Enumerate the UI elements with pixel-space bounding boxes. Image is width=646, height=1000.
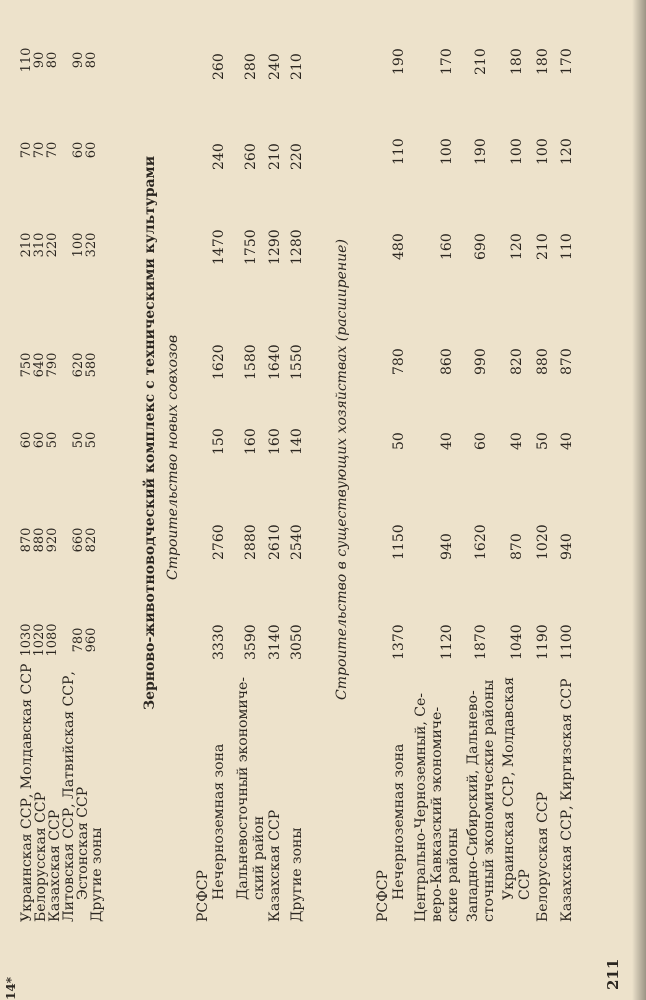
row-label: Дальневосточный экономиче- <box>235 677 251 900</box>
table-cell: 1020 <box>32 623 47 657</box>
table-cell: 120 <box>509 233 525 260</box>
table-cell: 160 <box>439 233 455 260</box>
row-label: ССР <box>517 869 533 900</box>
table-cell: 780 <box>71 627 86 653</box>
table-cell: 180 <box>509 48 525 75</box>
table-cell: 40 <box>439 432 455 450</box>
row-label: Белорусская ССР <box>535 792 551 922</box>
row-label: РСФСР <box>375 870 391 922</box>
table-cell: 160 <box>243 428 259 455</box>
table-cell: 240 <box>211 143 227 170</box>
table-cell: 70 <box>19 141 34 159</box>
table-cell: 1620 <box>473 524 489 560</box>
top-row-label: Украинская ССР, Молдавская ССР <box>19 663 35 922</box>
table-cell: 1120 <box>439 624 455 660</box>
table-cell: 190 <box>391 48 407 75</box>
table-cell: 940 <box>439 533 455 560</box>
top-values-col-4 <box>20 345 98 385</box>
table-cell: 170 <box>439 48 455 75</box>
table-cell: 880 <box>535 348 551 375</box>
table-cell: 50 <box>535 432 551 450</box>
table-cell: 620 <box>71 352 86 378</box>
table-cell: 1370 <box>391 624 407 660</box>
table-cell: 1870 <box>473 624 489 660</box>
table-cell: 320 <box>84 232 99 258</box>
table-cell: 3140 <box>267 624 283 660</box>
table-cell: 920 <box>45 527 60 553</box>
table-cell: 870 <box>559 348 575 375</box>
table-cell: 110 <box>19 47 34 73</box>
table-cell: 2760 <box>211 524 227 560</box>
top-values-col-2 <box>20 520 98 560</box>
table-cell: 870 <box>19 527 34 553</box>
table-cell: 960 <box>84 627 99 653</box>
row-label: Центрально-Черноземный, Се- <box>413 693 429 922</box>
table-cell: 1030 <box>19 623 34 657</box>
table-cell: 690 <box>473 233 489 260</box>
table-cell: 260 <box>211 53 227 80</box>
row-label: РСФСР <box>195 870 211 922</box>
table-cell: 210 <box>473 48 489 75</box>
table-cell: 310 <box>32 232 47 258</box>
table-cell: 110 <box>391 138 407 165</box>
table-cell: 60 <box>19 431 34 449</box>
table-cell: 110 <box>559 233 575 260</box>
row-label: Казахская ССР <box>267 809 283 922</box>
table-cell: 1550 <box>289 344 305 380</box>
row-label: Украинская ССР, Молдавская <box>501 676 517 900</box>
table-cell: 80 <box>45 51 60 69</box>
signature-mark: 14* <box>4 977 18 1000</box>
table-cell: 860 <box>439 348 455 375</box>
row-label: Нечерноземная зона <box>211 743 227 900</box>
table-cell: 100 <box>509 138 525 165</box>
table-cell: 60 <box>32 431 47 449</box>
top-row-label: Другие зоны <box>89 827 105 922</box>
table-cell: 220 <box>289 143 305 170</box>
table-cell: 120 <box>559 138 575 165</box>
table-cell: 820 <box>84 527 99 553</box>
top-values-col-5 <box>20 225 98 265</box>
table-cell: 100 <box>535 138 551 165</box>
table-cell: 750 <box>19 352 34 378</box>
row-label: Казахская ССР, Киргизская ССР <box>559 678 575 922</box>
table-cell: 210 <box>289 53 305 80</box>
table-cell: 1100 <box>559 624 575 660</box>
table-cell: 160 <box>267 428 283 455</box>
table-cell: 1470 <box>211 229 227 265</box>
table-cell: 2610 <box>267 524 283 560</box>
table-cell: 50 <box>84 431 99 449</box>
top-values-col-7 <box>20 40 98 80</box>
table-cell: 60 <box>71 141 86 159</box>
table-cell: 90 <box>32 51 47 69</box>
row-label: сточный экономические районы <box>481 679 497 922</box>
table-cell: 1040 <box>509 624 525 660</box>
table-cell: 870 <box>509 533 525 560</box>
section-subtitle: Строительство в существующих хозяйствах (расширение) <box>334 239 350 700</box>
table-cell: 220 <box>45 232 60 258</box>
top-values-col-6 <box>20 130 98 170</box>
row-label: Западно-Сибирский, Дальнево- <box>465 690 481 922</box>
table-cell: 60 <box>84 141 99 159</box>
table-cell: 780 <box>391 348 407 375</box>
table-cell: 50 <box>391 432 407 450</box>
table-cell: 3330 <box>211 624 227 660</box>
table-cell: 3050 <box>289 624 305 660</box>
table-cell: 1190 <box>535 624 551 660</box>
table-cell: 50 <box>45 431 60 449</box>
section-title: Зерново-животноводческий комплекс с техническими культурами <box>142 155 158 710</box>
table-cell: 210 <box>535 233 551 260</box>
page-number: 211 <box>604 958 622 990</box>
table-cell: 100 <box>71 232 86 258</box>
table-cell: 210 <box>267 143 283 170</box>
table-cell: 40 <box>559 432 575 450</box>
table-cell: 1580 <box>243 344 259 380</box>
table-cell: 2880 <box>243 524 259 560</box>
table-cell: 580 <box>84 352 99 378</box>
row-label: ский район <box>251 815 267 900</box>
table-cell: 2540 <box>289 524 305 560</box>
table-cell: 280 <box>243 53 259 80</box>
table-cell: 1150 <box>391 524 407 560</box>
table-cell: 1640 <box>267 344 283 380</box>
table-cell: 1750 <box>243 229 259 265</box>
table-cell: 1080 <box>45 623 60 657</box>
table-cell: 180 <box>535 48 551 75</box>
table-cell: 70 <box>45 141 60 159</box>
table-cell: 210 <box>19 232 34 258</box>
table-cell: 1290 <box>267 229 283 265</box>
table-cell: 1620 <box>211 344 227 380</box>
table-cell: 990 <box>473 348 489 375</box>
table-cell: 140 <box>289 428 305 455</box>
table-cell: 240 <box>267 53 283 80</box>
table-cell: 40 <box>509 432 525 450</box>
table-cell: 940 <box>559 533 575 560</box>
table-cell: 820 <box>509 348 525 375</box>
top-row-label: Литовская ССР, Латвийская ССР, <box>61 671 77 922</box>
table-cell: 880 <box>32 527 47 553</box>
row-label: веро-Кавказский экономиче- <box>429 706 445 922</box>
table-cell: 660 <box>71 527 86 553</box>
row-label: Другие зоны <box>289 827 305 922</box>
top-row-label: Эстонская ССР <box>75 786 91 900</box>
section-subtitle: Строительство новых совхозов <box>165 334 181 580</box>
table-cell: 100 <box>439 138 455 165</box>
table-cell: 640 <box>32 352 47 378</box>
table-cell: 790 <box>45 352 60 378</box>
table-cell: 1020 <box>535 524 551 560</box>
table-cell: 260 <box>243 143 259 170</box>
table-cell: 190 <box>473 138 489 165</box>
table-cell: 150 <box>211 428 227 455</box>
table-cell: 80 <box>84 51 99 69</box>
table-cell: 1280 <box>289 229 305 265</box>
top-row-label: Белорусская ССР <box>33 792 49 922</box>
table-cell: 3590 <box>243 624 259 660</box>
table-cell: 60 <box>473 432 489 450</box>
top-values-col-1 <box>20 620 98 660</box>
table-cell: 170 <box>559 48 575 75</box>
table-cell: 50 <box>71 431 86 449</box>
row-label: Нечерноземная зона <box>391 743 407 900</box>
top-row-label: Казахская ССР <box>47 809 63 922</box>
row-label: ские районы <box>445 827 461 922</box>
table-cell: 90 <box>71 51 86 69</box>
top-values-col-3 <box>20 420 98 460</box>
table-cell: 70 <box>32 141 47 159</box>
table-cell: 480 <box>391 233 407 260</box>
